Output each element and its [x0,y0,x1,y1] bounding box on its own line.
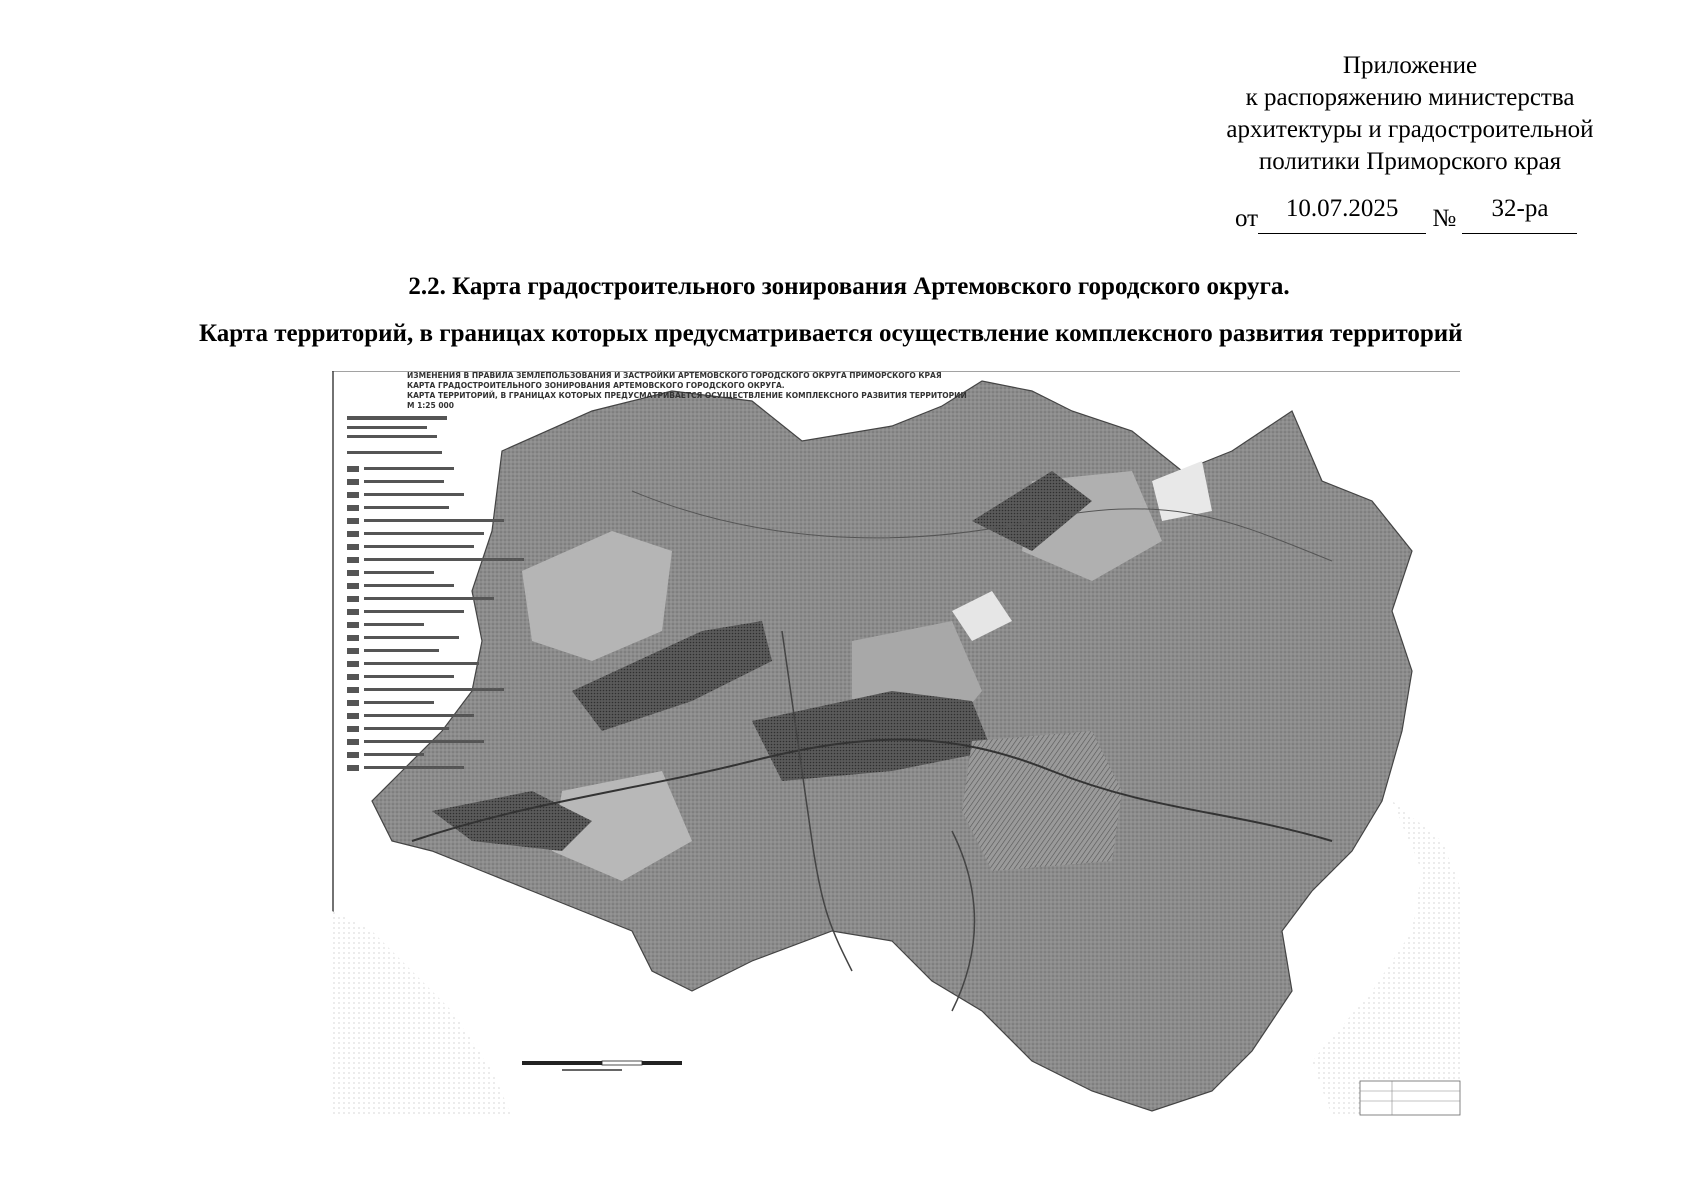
map-header-line: КАРТА ГРАДОСТРОИТЕЛЬНОГО ЗОНИРОВАНИЯ АРТЕМОВСКОГО ГОРОДСКОГО ОКРУГА. [407,381,785,390]
zoning-map-image [332,371,1462,1116]
order-line [1235,195,1577,234]
sea-area-west [332,911,512,1116]
appendix-line: к распоряжению министерства [1245,84,1575,111]
scale-bar [522,1061,682,1071]
zone-hatched [962,731,1122,871]
zoning-map [332,371,1462,1116]
appendix-line: архитектуры и градостроительной [1226,116,1594,143]
appendix-block [1180,50,1640,178]
appendix-line: Приложение [1342,52,1478,79]
map-subtitle: Карта территорий, в границах которых предусматривается осуществление комплексного развития территорий [199,320,1463,347]
order-prefix: от [1235,205,1259,232]
map-header-line: М 1:25 000 [407,401,454,410]
title-block [1360,1081,1460,1115]
order-date: 10.07.2025 [1285,195,1399,222]
order-number-sign: № [1432,205,1457,232]
order-date-field [1258,195,1426,234]
map-header [407,371,967,411]
map-header-line: ИЗМЕНЕНИЯ В ПРАВИЛА ЗЕМЛЕПОЛЬЗОВАНИЯ И ЗАСТРОЙКИ АРТЕМОВСКОГО ГОРОДСКОГО ОКРУГА ПРИМОРСКОГО КРАЯ [407,371,942,380]
appendix-line: политики Приморского края [1258,148,1562,175]
order-number-field [1462,195,1577,234]
order-number: 32-ра [1491,195,1549,222]
map-header-line: КАРТА ТЕРРИТОРИЙ, В ГРАНИЦАХ КОТОРЫХ ПРЕДУСМАТРИВАЕТСЯ ОСУЩЕСТВЛЕНИЕ КОМПЛЕКСНОГО РАЗВИТИЯ ТЕРРИТОРИИ [407,391,967,400]
section-title: 2.2. Карта градостроительного зонирования Артемовского городского округа. [408,273,1290,300]
